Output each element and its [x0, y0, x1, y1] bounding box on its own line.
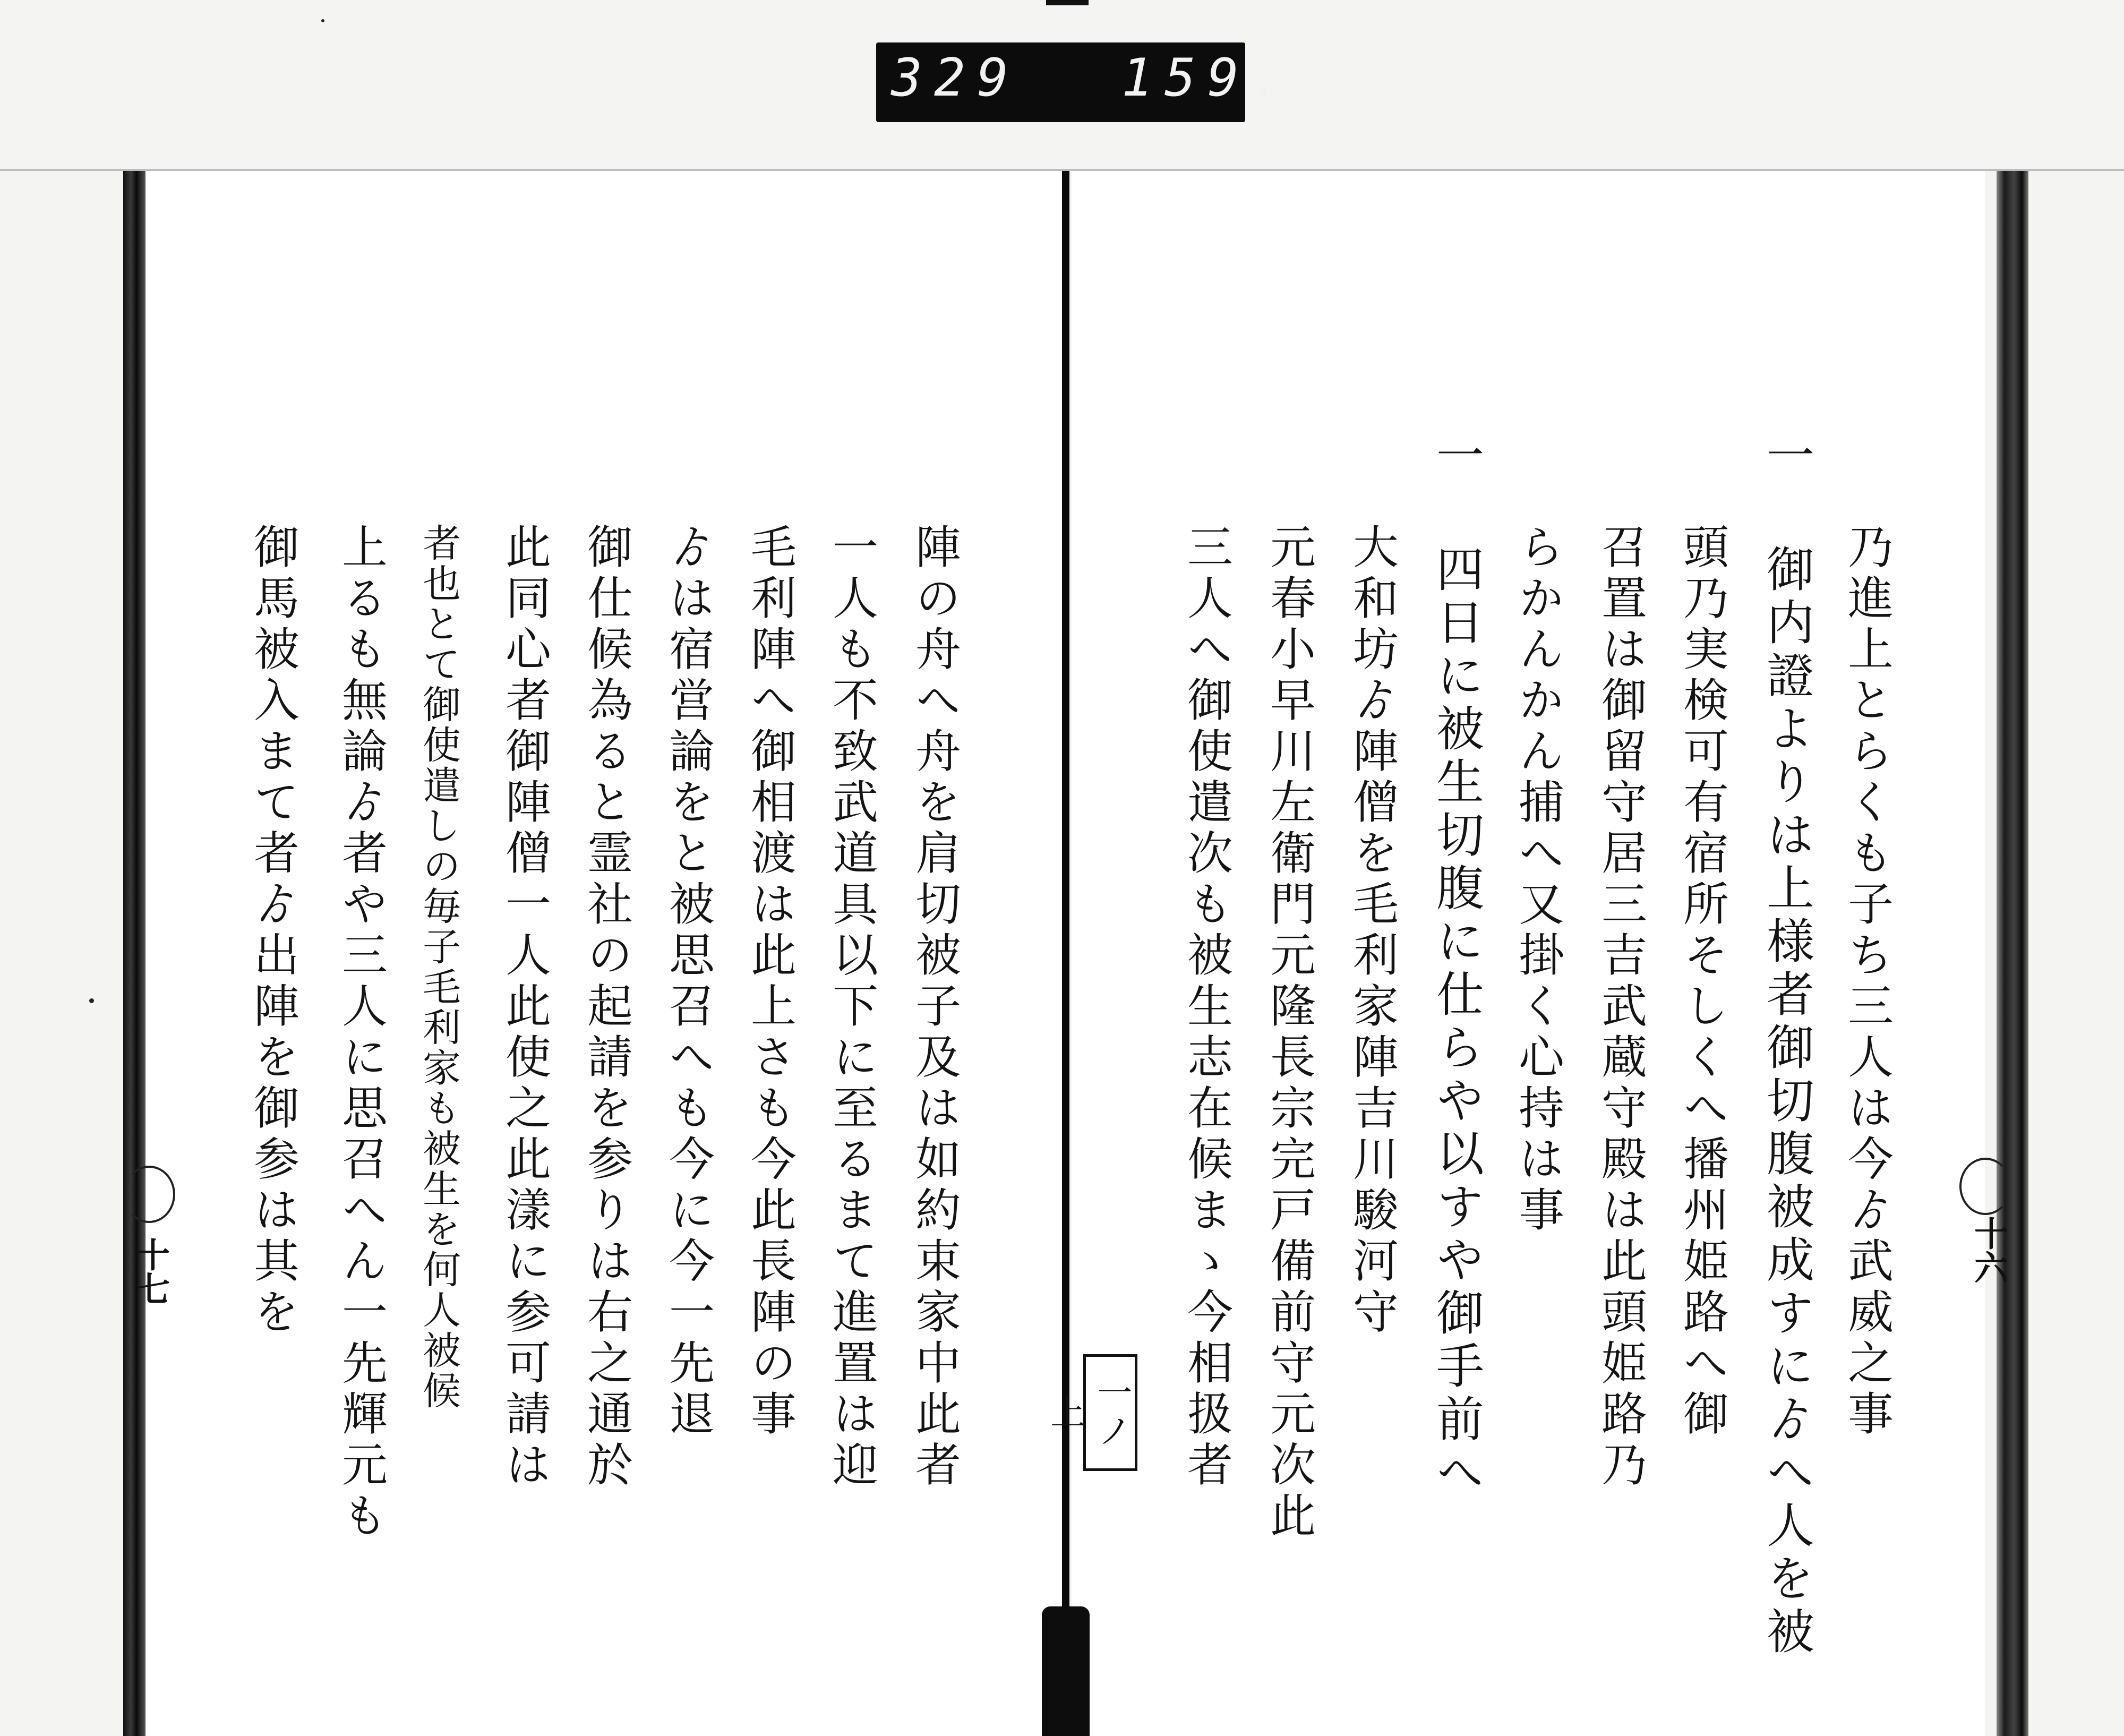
right-column-2: 一 御内證よりは上様者御切腹被成すにゟへ人を被 [1758, 430, 1814, 1660]
scan-speck [89, 998, 94, 1003]
left-column-8: 上るも無論ゟ者や三人に思召へん一先輝元も [334, 523, 387, 1543]
right-column-3: 頭乃実検可有宿所そしくへ播州姫路へ御 [1675, 523, 1728, 1441]
left-column-6: 此同心者御陣僧一人此使之此漾に参可請は [498, 523, 551, 1492]
right-column-7: 大和坊ゟ陣僧を毛利家陣吉川駿河守 [1345, 523, 1398, 1339]
left-column-7: 者也とて御使遣しの毎子毛利家も被生を何人被候 [416, 523, 461, 1411]
right-column-5: らかんかん捕へ又掛く心持は事 [1511, 523, 1564, 1237]
left-column-2: 一人も不致武道具以下に至るまて進置は迎 [825, 523, 878, 1492]
left-page-number: 十七 [130, 1237, 170, 1305]
scan-speck [321, 19, 324, 22]
right-column-9: 三人へ御使遣次も被生志在候まゝ今相扱者 [1179, 523, 1232, 1492]
left-column-3: 毛利陣へ御相渡は此上さも今此長陣の事 [743, 523, 796, 1441]
right-column-6: 一 四日に被生切腹に仕らや以すや御手前へ [1428, 430, 1484, 1500]
left-column-9: 御馬被入まて者ゟ出陣を御参は其を [246, 523, 299, 1339]
right-column-4: 召置は御留守居三吉武蔵守殿は此頭姫路乃 [1594, 523, 1647, 1492]
right-page-tab [1959, 1158, 2011, 1215]
stamp-right-number: 159. [1121, 48, 1294, 108]
left-page-edge [123, 171, 145, 1736]
right-page-number: 十六 [1968, 1216, 2008, 1284]
archive-number-stamp [876, 42, 1294, 122]
top-binding-tab [1046, 0, 1089, 5]
left-column-5: 御仕候為ると霊社の起請を参りは右之通於 [579, 523, 632, 1492]
book-spine [1062, 171, 1069, 1736]
right-column-1: 乃進上とらくも子ち三人は今ゟ武威之事 [1840, 523, 1893, 1441]
left-column-4: ゟは宿営論をと被思召へも今に今一先退 [661, 523, 714, 1441]
spine-clip [1042, 1606, 1090, 1736]
left-column-1: 陣の舟へ舟を肩切被子及は如約束家中此者 [907, 523, 961, 1492]
left-page-tab [123, 1166, 175, 1223]
right-page-edge [1997, 171, 2028, 1736]
volume-label: 一ノ上 [1083, 1354, 1137, 1471]
stamp-left-number: 329 [891, 48, 1021, 108]
right-column-8: 元春小早川左衛門元隆長宗完戸備前守元次此 [1262, 523, 1315, 1543]
